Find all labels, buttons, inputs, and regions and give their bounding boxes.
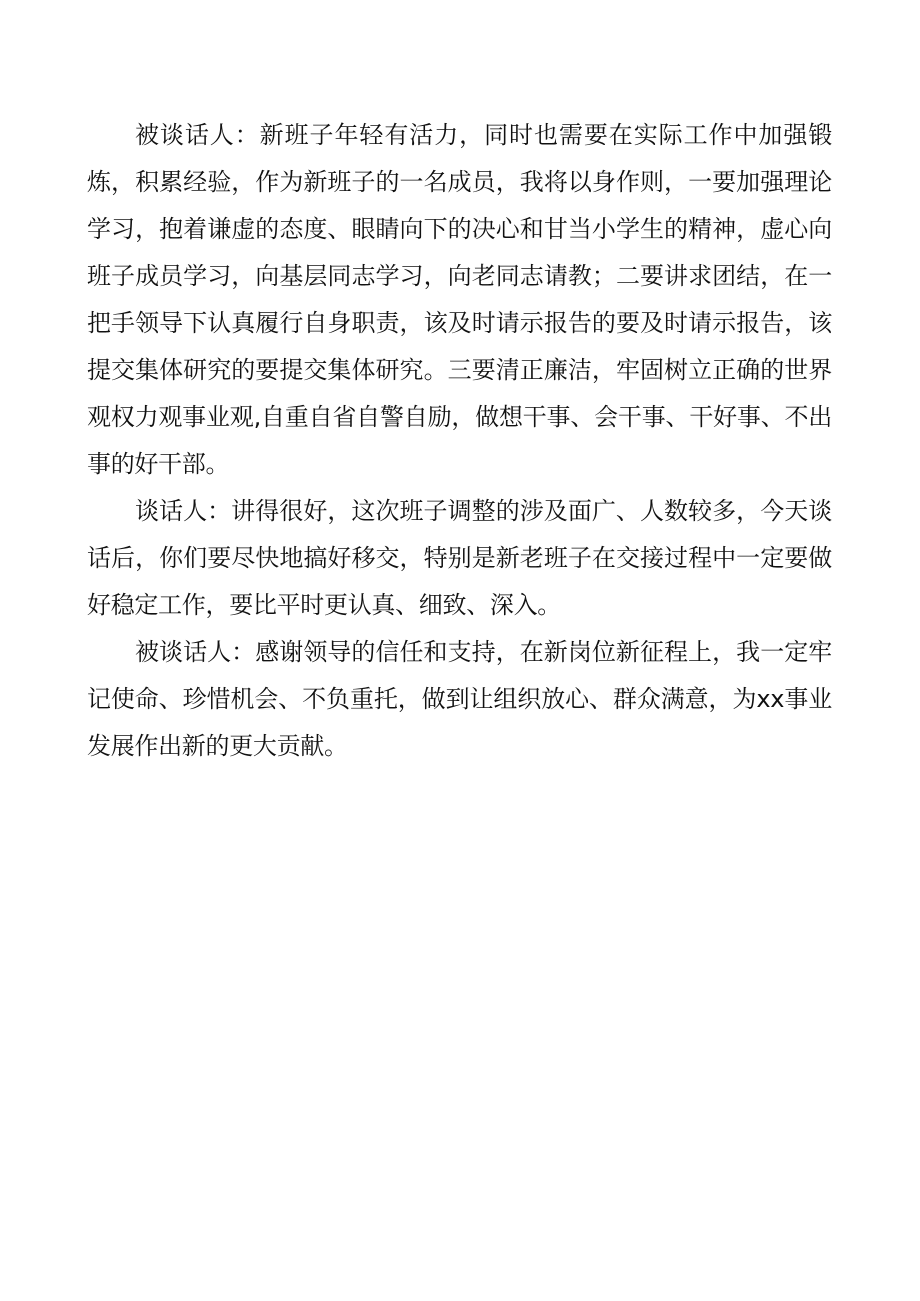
document-body (87, 112, 832, 770)
paragraph-interviewee-response: 被谈话人：新班子年轻有活力，同时也需要在实际工作中加强锻炼，积累经验，作为新班子的一名成员，我将以身作则，一要加强理论学习，抱着谦虚的态度、眼睛向下的决心和甘当小学生的精神，虚心向班子成员学习，向基层同志学习，向老同志请教；二要讲求团结，在一把手领导下认真履行自身职责，该及时请示报告的要及时请示报告，该提交集体研究的要提交集体研究。三要清正廉洁，牢固树立正确的世界观权力观事业观,自重自省自警自励，做想干事、会干事、干好事、不出事的好干部。 (87, 121, 832, 478)
paragraph-interviewee-closing: 被谈话人：感谢领导的信任和支持，在新岗位新征程上，我一定牢记使命、珍惜机会、不负重托，做到让组织放心、群众满意，为xx事业发展作出新的更大贡献。 (87, 638, 832, 760)
paragraph-interviewer-remark: 谈话人：讲得很好，这次班子调整的涉及面广、人数较多，今天谈话后，你们要尽快地搞好移交，特别是新老班子在交接过程中一定要做好稳定工作，要比平时更认真、细致、深入。 (87, 497, 832, 619)
